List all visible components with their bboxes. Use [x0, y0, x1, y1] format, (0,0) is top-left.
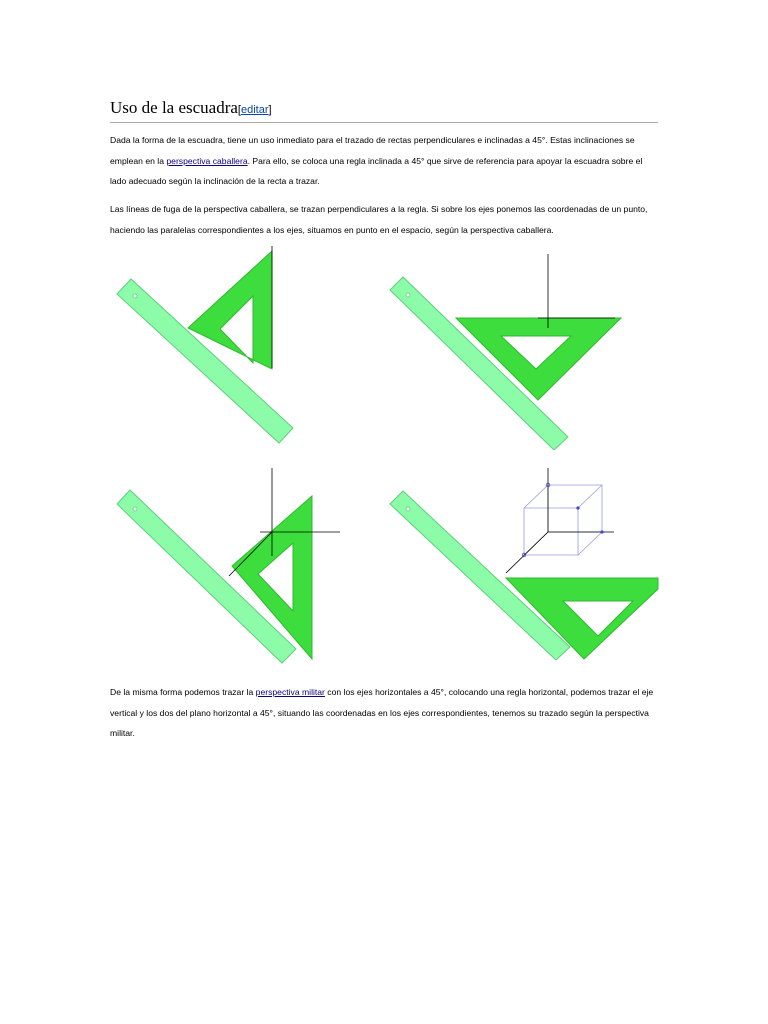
edit-bracket-close: ] — [268, 104, 272, 116]
edit-bracket-open: [ — [237, 104, 241, 116]
paragraph-1 — [110, 130, 658, 192]
paragraph-2: Las líneas de fuga de la perspectiva caballera, se trazan perpendiculares a la regla. Si sobre los ejes ponemos las coordenadas de un punto, haciendo las paralelas correspondientes a los ejes, situamos en punto en el espacio, según la perspectiva caballera. — [110, 204, 648, 235]
coordinate-point — [600, 530, 603, 533]
section-title: Uso de la escuadra — [110, 98, 238, 117]
paragraph-1-text-b: . Para ello, se coloca una regla inclinada a 45° que sirve de referencia para apoyar la escuadra sobre el lado adecuado según la inclinación de la recta a trazar. — [110, 155, 643, 186]
cube-edge — [578, 532, 602, 555]
figure-ruler-set-square-2 — [388, 252, 628, 450]
paragraph-3-text-a: De la misma forma podemos trazar la — [110, 687, 256, 697]
section-heading — [110, 98, 658, 123]
ruler-hole — [133, 294, 137, 298]
ruler-hole — [406, 507, 410, 511]
diagonal-axis-line — [506, 532, 548, 573]
edit-link[interactable]: editar — [240, 104, 269, 116]
paragraph-3-text-b: con los ejes horizontales a 45°, colocando una regla horizontal, podemos trazar el eje vertical y los dos del plano horizontal a 45°, situando las coordenadas en los ejes correspondientes, tenemos su trazado según la perspectiva militar. — [110, 687, 654, 738]
ruler — [117, 490, 296, 663]
link-perspectiva-militar[interactable]: perspectiva militar — [255, 687, 325, 697]
paragraph-3 — [110, 682, 658, 744]
figure-ruler-set-square-cube — [388, 466, 660, 660]
coordinate-point — [576, 506, 579, 509]
cube-edge — [578, 485, 602, 508]
cube-edge — [524, 485, 548, 508]
paragraph-1-text-a: Dada la forma de la escuadra, tiene un uso inmediato para el trazado de rectas perpendiculares e inclinadas a 45°. Estas inclinaciones se emplean en la — [110, 135, 635, 166]
figure-ruler-set-square-1 — [112, 246, 302, 446]
figure-ruler-set-square-3 — [112, 466, 347, 666]
ruler-hole — [406, 293, 410, 297]
link-perspectiva-caballera[interactable]: perspectiva caballera — [166, 155, 248, 166]
ruler-hole — [133, 507, 137, 511]
edit-section — [238, 104, 272, 116]
ruler — [390, 491, 570, 660]
cube-back-face — [548, 485, 602, 532]
